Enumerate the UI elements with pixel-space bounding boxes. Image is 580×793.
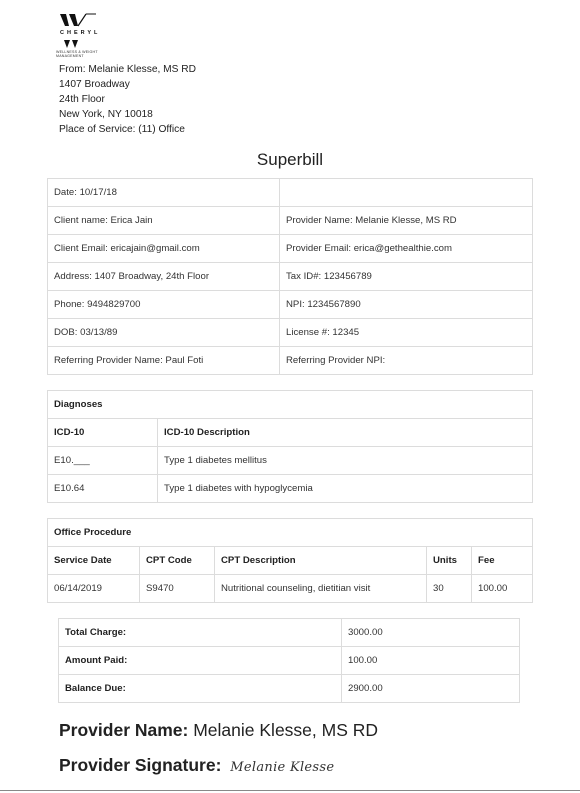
table-row	[48, 291, 533, 319]
fee-cell: 100.00	[472, 575, 533, 603]
icd10-desc-cell: Type 1 diabetes mellitus	[158, 447, 533, 475]
tax-id-cell: Tax ID#: 123456789	[280, 263, 533, 291]
office-procedure-table	[47, 518, 533, 603]
balance-due-value: 2900.00	[342, 675, 520, 703]
page-title: Superbill	[256, 150, 324, 169]
table-header-row	[48, 419, 533, 447]
table-row	[48, 207, 533, 235]
provider-signature: Melanie Klesse	[230, 760, 335, 775]
logo-wordmark: CHERYL	[60, 30, 101, 36]
diagnoses-heading: Diagnoses	[48, 391, 533, 419]
table-row	[48, 179, 533, 207]
table-heading-row	[48, 391, 533, 419]
phone-cell: Phone: 9494829700	[48, 291, 280, 319]
place-of-service: Place of Service: (11) Office	[59, 124, 185, 135]
totals-table	[58, 618, 520, 703]
referring-npi-cell: Referring Provider NPI:	[280, 347, 533, 375]
table-row	[48, 475, 533, 503]
client-email-cell: Client Email: ericajain@gmail.com	[48, 235, 280, 263]
total-charge-label: Total Charge:	[59, 619, 342, 647]
amount-paid-label: Amount Paid:	[59, 647, 342, 675]
provider-name-line	[59, 720, 378, 741]
date-cell: Date: 10/17/18	[48, 179, 280, 207]
npi-cell: NPI: 1234567890	[280, 291, 533, 319]
dob-cell: DOB: 03/13/89	[48, 319, 280, 347]
table-row	[48, 447, 533, 475]
page-bottom-divider	[0, 790, 580, 791]
diagnoses-table	[47, 390, 533, 503]
cpt-desc-cell: Nutritional counseling, dietitian visit	[215, 575, 427, 603]
address-line-2: 24th Floor	[59, 94, 105, 105]
empty-cell	[280, 179, 533, 207]
amount-paid-value: 100.00	[342, 647, 520, 675]
provider-name-cell: Provider Name: Melanie Klesse, MS RD	[280, 207, 533, 235]
units-header: Units	[427, 547, 472, 575]
table-row	[59, 619, 520, 647]
service-date-header: Service Date	[48, 547, 140, 575]
provider-email-cell: Provider Email: erica@gethealthie.com	[280, 235, 533, 263]
referring-name-cell: Referring Provider Name: Paul Foti	[48, 347, 280, 375]
provider-name-value: Melanie Klesse, MS RD	[193, 720, 379, 740]
city-line: New York, NY 10018	[59, 109, 153, 120]
procedure-heading: Office Procedure	[48, 519, 533, 547]
fee-header: Fee	[472, 547, 533, 575]
logo-subtitle: WELLNESS & WEIGHT MANAGEMENT	[56, 50, 98, 58]
table-row	[48, 235, 533, 263]
cpt-code-header: CPT Code	[140, 547, 215, 575]
license-cell: License #: 12345	[280, 319, 533, 347]
client-name-cell: Client name: Erica Jain	[48, 207, 280, 235]
address-line-1: 1407 Broadway	[59, 79, 130, 90]
table-header-row	[48, 547, 533, 575]
table-row	[48, 263, 533, 291]
table-row	[48, 575, 533, 603]
icd10-code-cell: E10.64	[48, 475, 158, 503]
table-row	[59, 675, 520, 703]
from-line: From: Melanie Klesse, MS RD	[59, 64, 196, 75]
table-row	[59, 647, 520, 675]
icd10-desc-header: ICD-10 Description	[158, 419, 533, 447]
icd10-desc-cell: Type 1 diabetes with hypoglycemia	[158, 475, 533, 503]
icd10-code-cell: E10.___	[48, 447, 158, 475]
provider-name-label: Provider Name:	[59, 720, 189, 740]
address-cell: Address: 1407 Broadway, 24th Floor	[48, 263, 280, 291]
from-block	[59, 62, 196, 137]
provider-signature-label: Provider Signature:	[59, 755, 222, 775]
total-charge-value: 3000.00	[342, 619, 520, 647]
service-date-cell: 06/14/2019	[48, 575, 140, 603]
icd10-header: ICD-10	[48, 419, 158, 447]
table-row	[48, 347, 533, 375]
table-heading-row	[48, 519, 533, 547]
client-provider-table	[47, 178, 533, 375]
cpt-desc-header: CPT Description	[215, 547, 427, 575]
provider-signature-line	[59, 755, 334, 776]
units-cell: 30	[427, 575, 472, 603]
cpt-code-cell: S9470	[140, 575, 215, 603]
balance-due-label: Balance Due:	[59, 675, 342, 703]
table-row	[48, 319, 533, 347]
